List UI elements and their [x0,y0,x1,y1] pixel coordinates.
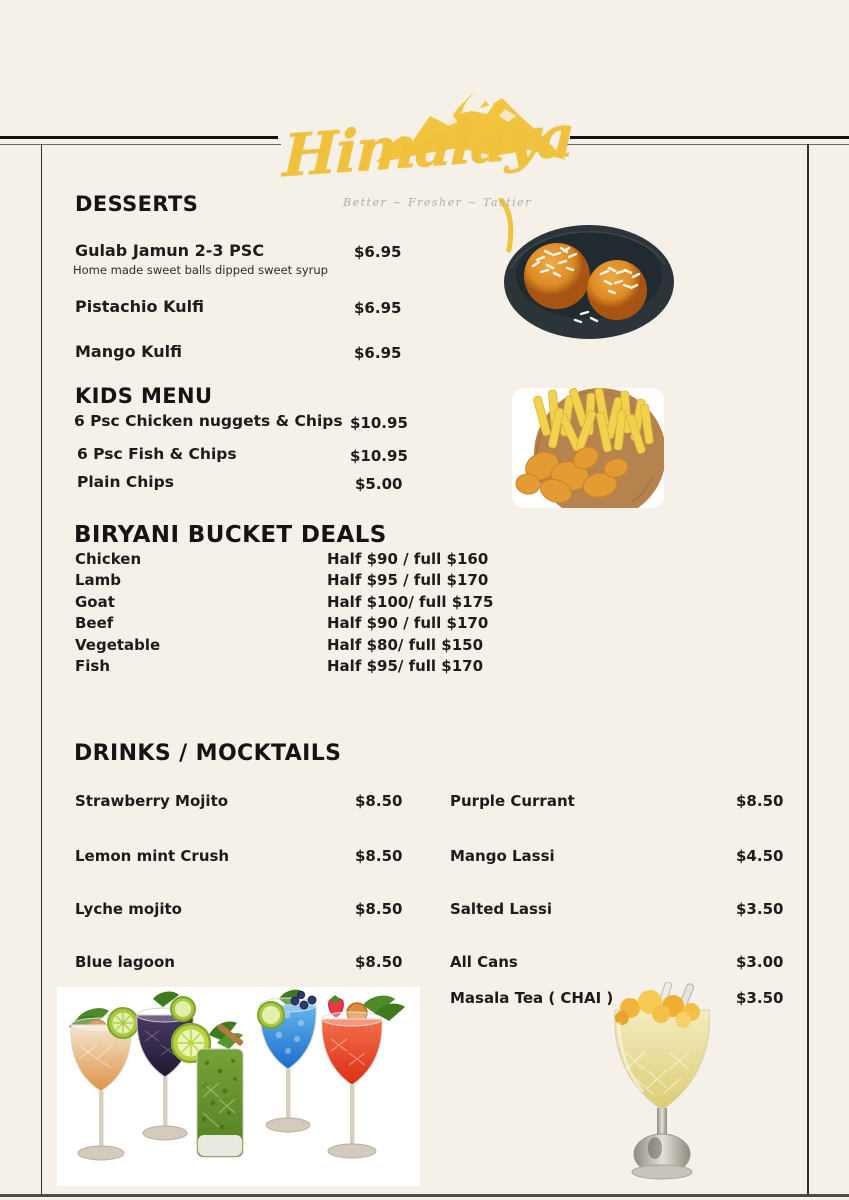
top-rule-right-thick [570,136,849,139]
item-price: $6.95 [354,344,402,362]
item-price: $10.95 [350,447,408,465]
item-price: $8.50 [355,847,403,865]
section-title-drinks: DRINKS / MOCKTAILS [74,741,342,766]
item-name: Mango Kulfi [75,342,182,361]
item-name: Strawberry Mojito [75,792,229,810]
item-name: Plain Chips [77,473,174,491]
top-rule-left-thick [0,136,278,139]
item-name: Lyche mojito [75,900,182,918]
item-name: Chicken [75,550,142,568]
gulab-jamun-photo [497,220,677,342]
item-name: Lemon mint Crush [75,847,230,865]
section-title-kids-menu: KIDS MENU [75,384,213,408]
item-price: $8.50 [355,900,403,918]
item-price: $8.50 [355,792,403,810]
item-price: $8.50 [736,792,784,810]
item-description: Home made sweet balls dipped sweet syrup [73,263,328,277]
item-name: 6 Psc Fish & Chips [77,445,237,463]
item-price: $3.00 [736,953,784,971]
item-name: Fish [75,657,110,675]
item-name: Masala Tea ( CHAI ) [450,989,614,1007]
item-price: Half $80/ full $150 [327,636,484,654]
section-title-biryani: BIRYANI BUCKET DEALS [74,522,387,548]
item-price: $6.95 [354,299,402,317]
item-price: $3.50 [736,900,784,918]
item-price: $3.50 [736,989,784,1007]
item-name: Lamb [75,571,122,589]
item-name: 6 Psc Chicken nuggets & Chips [74,412,343,430]
frame-left-border [41,144,43,1195]
item-price: Half $100/ full $175 [327,593,494,611]
item-price: $10.95 [350,414,408,432]
item-name: Beef [75,614,114,632]
item-price: Half $90 / full $160 [327,550,489,568]
restaurant-logo: Himalaya [281,101,575,191]
frame-right-border [807,144,809,1195]
item-price: $6.95 [354,243,402,261]
bottom-rule [0,1194,849,1197]
item-price: Half $95 / full $170 [327,571,489,589]
item-name: Mango Lassi [450,847,555,865]
item-price: Half $95/ full $170 [327,657,484,675]
item-name: All Cans [450,953,518,971]
kids-nuggets-chips-photo [512,388,664,508]
item-name: Salted Lassi [450,900,553,918]
section-title-desserts: DESSERTS [75,192,199,216]
mango-lassi-photo [595,982,730,1182]
item-name: Blue lagoon [75,953,175,971]
item-price: $8.50 [355,953,403,971]
item-name: Vegetable [75,636,161,654]
item-name: Pistachio Kulfi [75,297,204,316]
top-rule-left-thin [0,144,281,145]
item-name: Purple Currant [450,792,575,810]
item-name: Goat [75,593,115,611]
item-price: $4.50 [736,847,784,865]
item-name: Gulab Jamun 2-3 PSC [75,241,265,260]
logo-tagline: Better ~ Fresher ~ Tastier [343,196,532,209]
item-price: $5.00 [355,475,403,493]
mocktails-photo [57,987,420,1186]
item-price: Half $90 / full $170 [327,614,489,632]
